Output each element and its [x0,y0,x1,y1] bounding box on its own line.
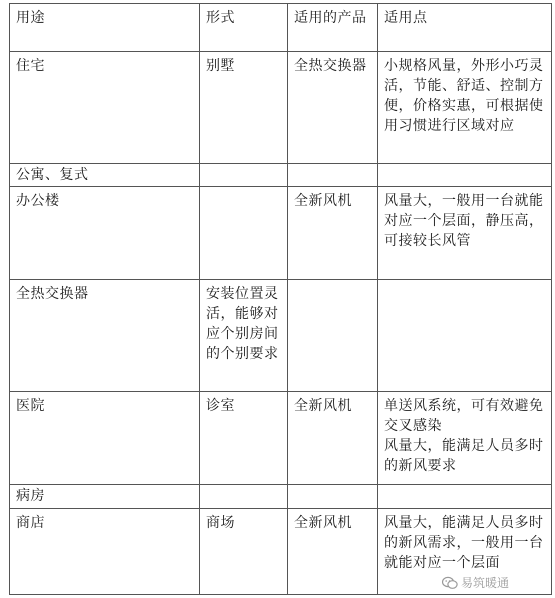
watermark-text: 易筑暖通 [461,576,510,590]
table-header-row [10,4,552,52]
cell-point [378,164,552,187]
cell-form [200,187,288,280]
cell-product: 全新风机 [288,509,378,595]
header-use: 用途 [10,4,200,52]
wechat-icon [442,576,458,590]
cell-product: 全新风机 [288,187,378,280]
cell-point: 风量大，一般用一台就能对应一个层面，静压高，可接较长风管 [378,187,552,280]
cell-point: 小规格风量，外形小巧灵活，节能、舒适、控制方便，价格实惠，可根据使用习惯进行区域对应 [378,52,552,164]
cell-use: 商店 [10,509,200,595]
cell-form: 安装位置灵活，能够对应个别房间的个别要求 [200,280,288,392]
cell-use: 公寓、复式 [10,164,200,187]
watermark [442,574,509,591]
header-form: 形式 [200,4,288,52]
table-row [10,187,552,280]
table-row [10,392,552,485]
cell-form [200,164,288,187]
cell-point [378,280,552,392]
cell-point: 风量大，能满足人员多时的新风需求，一般用一台就能对应一个层面 [378,509,552,595]
cell-form: 别墅 [200,52,288,164]
cell-product: 全热交换器 [288,52,378,164]
cell-form [200,485,288,509]
table-row [10,164,552,187]
cell-product [288,280,378,392]
cell-form: 商场 [200,509,288,595]
cell-form: 诊室 [200,392,288,485]
header-point: 适用点 [378,4,552,52]
table-row [10,485,552,509]
cell-point: 单送风系统，可有效避免交叉感染 风量大，能满足人员多时的新风要求 [378,392,552,485]
cell-use: 医院 [10,392,200,485]
spec-table [9,3,552,595]
cell-use: 病房 [10,485,200,509]
header-product: 适用的产品 [288,4,378,52]
cell-use: 住宅 [10,52,200,164]
table-row [10,52,552,164]
cell-point [378,485,552,509]
cell-product [288,164,378,187]
cell-product [288,485,378,509]
cell-use: 全热交换器 [10,280,200,392]
cell-product: 全新风机 [288,392,378,485]
table-row [10,280,552,392]
cell-use: 办公楼 [10,187,200,280]
